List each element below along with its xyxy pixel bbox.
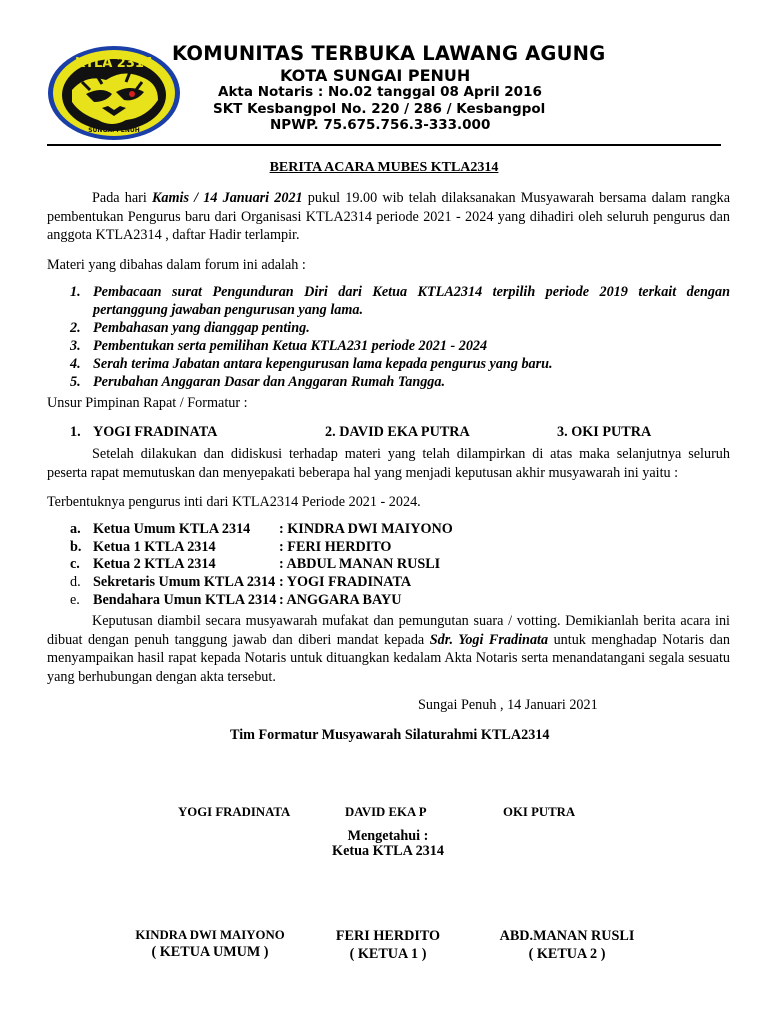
ktla-logo [46, 44, 182, 142]
intro-text-2: pukul 19.00 wib telah dilaksanakan Musyawarah bersama dalam rangka pembentukan Pengurus baru dari Organisasi KTLA2314 periode 2021 - 2024 yang dihadiri oleh seluruh pengurus dan anggota KTLA2314 , daftar Hadir terlampir. [47, 190, 730, 243]
list-item: 1. Pembacaan surat Pengunduran Diri dari Ketua KTLA2314 terpilih periode 2019 terkait dengan pertanggung jawaban pengurusan yang lama. [70, 284, 730, 318]
leader-2-name: FERI HERDITO [335, 928, 441, 944]
org-name: KOMUNITAS TERBUKA LAWANG AGUNG [172, 42, 606, 65]
closing-text-2: untuk menghadap Notaris dan menyampaikan hasil rapat kepada Notaris untuk dituangkan kedalam Akta Notaris serta menandatangani segala sesuatu yang berhubungan dengan akta tersebut. [47, 631, 731, 685]
signatory-2: DAVID EKA P [345, 805, 427, 819]
list-item: 4. Serah terima Jabatan antara kepengurusan lama kepada pengurus yang baru. [70, 356, 553, 372]
list-item: b. Ketua 1 KTLA 2314 : FERI HERDITO [70, 538, 392, 555]
decision-paragraph [47, 445, 730, 482]
mengetahui-role: Ketua KTLA 2314 [332, 843, 444, 859]
logo-text-top: KTLA 2314 [75, 56, 153, 71]
officers-list [47, 521, 453, 610]
leader-2-role: ( KETUA 1 ) [349, 946, 427, 962]
leader-1-name: KINDRA DWI MAIYONO [135, 928, 285, 942]
list-item: d. Sekretaris Umum KTLA 2314 : YOGI FRADINATA [70, 574, 412, 591]
akta-notaris: Akta Notaris : No.02 tanggal 08 April 2016 [218, 84, 542, 100]
place-date: Sungai Penuh , 14 Januari 2021 [418, 697, 598, 713]
team-heading: Tim Formatur Musyawarah Silaturahmi KTLA2314 [230, 727, 550, 743]
list-item: 5. Perubahan Anggaran Dasar dan Anggaran Rumah Tangga. [70, 374, 446, 390]
leader-1-role: ( KETUA UMUM ) [151, 944, 269, 960]
formatur-1: YOGI FRADINATA [93, 424, 218, 440]
signatory-1: YOGI FRADINATA [178, 805, 291, 819]
npwp-number: NPWP. 75.675.756.3-333.000 [270, 117, 491, 133]
header-divider [47, 144, 721, 146]
formatur-3: 3. OKI PUTRA [557, 424, 652, 440]
skt-number: SKT Kesbangpol No. 220 / 286 / Kesbangpol [213, 101, 546, 117]
closing-paragraph [47, 612, 730, 686]
formatur-names [47, 424, 730, 442]
formatur-2: 2. DAVID EKA PUTRA [325, 424, 470, 440]
intro-paragraph [47, 189, 730, 245]
closing-text-1: Keputusan diambil secara musyawarah mufakat dan pemungutan suara / votting. Demikianlah berita acara ini dibuat dengan penuh tanggung jawab dan diberi mandat kepada [47, 613, 730, 648]
list-item: a. Ketua Umum KTLA 2314 : KINDRA DWI MAIYONO [70, 521, 453, 537]
leader-3-name: ABD.MANAN RUSLI [499, 928, 635, 944]
mandate-name: Sdr. Yogi Fradinata [429, 631, 549, 648]
materi-intro: Materi yang dibahas dalam forum ini adalah : [47, 257, 306, 273]
formed-intro: Terbentuknya pengurus inti dari KTLA2314 Periode 2021 - 2024. [47, 494, 421, 510]
leader-3-role: ( KETUA 2 ) [528, 946, 606, 962]
list-item: 2. Pembahasan yang dianggap penting. [70, 320, 310, 336]
signatory-3: OKI PUTRA [503, 805, 576, 819]
intro-text-1: Pada hari [92, 190, 152, 206]
list-item: c. Ketua 2 KTLA 2314 : ABDUL MANAN RUSLI [70, 556, 441, 573]
mengetahui-label: Mengetahui : [347, 828, 429, 844]
agenda-list [47, 283, 730, 391]
formatur-intro: Unsur Pimpinan Rapat / Formatur : [47, 395, 248, 411]
list-item: e. Bendahara Umun KTLA 2314 : ANGGARA BAYU [70, 591, 402, 608]
intro-date: Kamis / 14 Januari 2021 [151, 190, 303, 206]
document-title: BERITA ACARA MUBES KTLA2314 [269, 160, 499, 175]
formatur-num: 1. [70, 424, 81, 440]
list-item: 3. Pembentukan serta pemilihan Ketua KTLA231 periode 2021 - 2024 [70, 338, 488, 354]
org-city: KOTA SUNGAI PENUH [280, 66, 471, 85]
logo-text-bottom: SUNGAI PENUH [88, 127, 140, 134]
decision-text: Setelah dilakukan dan didiskusi terhadap materi yang telah dilampirkan di atas maka selanjutnya seluruh peserta rapat memutuskan dan menyepakati beberapa hal yang menjadi keputusan akhir musyawarah ini yaitu : [47, 446, 730, 481]
